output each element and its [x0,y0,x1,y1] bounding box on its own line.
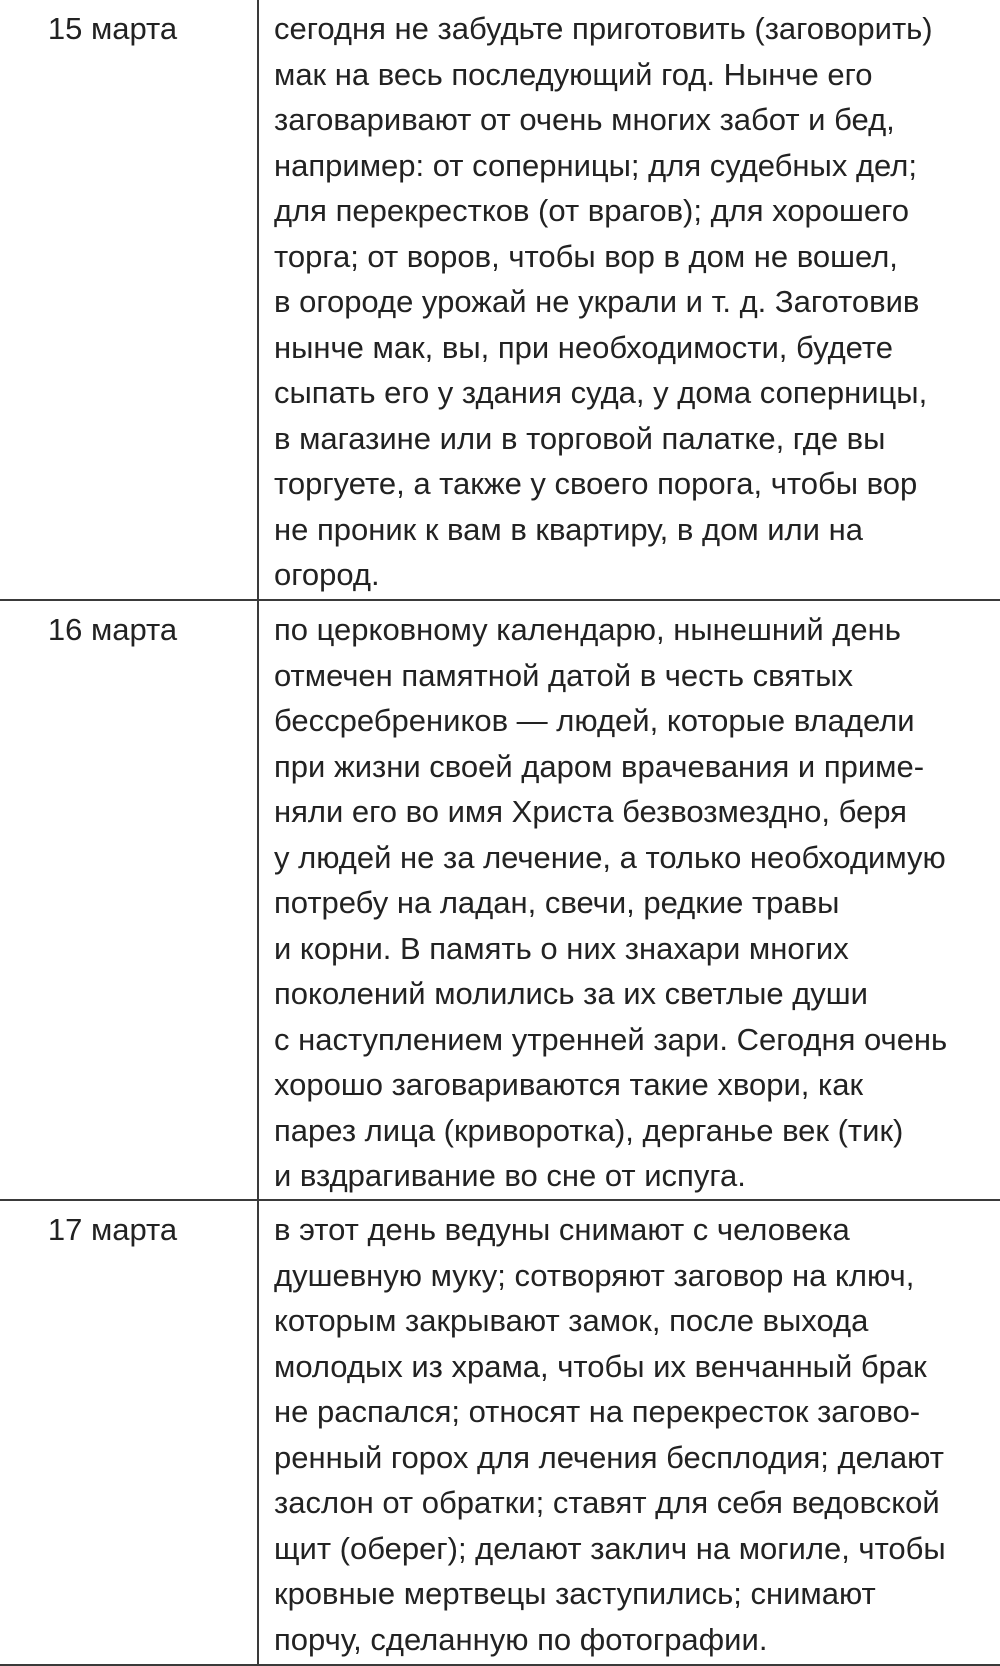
table-row [0,0,1000,600]
text-line: мак на весь последующий год. Нынче его [274,56,873,92]
text-line: хорошо заговариваются такие хвори, как [274,1067,864,1102]
text-line: которым закрывают замок, после выхода [274,1303,869,1338]
table-row [0,1200,1000,1665]
text-line: например: от соперницы; для судебных дел; [274,147,917,183]
text-line: нынче мак, вы, при необходимости, будете [274,329,893,365]
text-line: щит (оберег); делают заклич на могиле, чтобы [274,1530,946,1566]
text-line: заслон от обратки; ставят для себя ведовской [274,1485,940,1520]
text-line: няли его во имя Христа безвозмездно, беря [274,794,907,829]
description-text [259,0,1000,598]
text-line: кровные мертвецы заступились; снимают [274,1576,876,1611]
text-line: торгуете, а также у своего порога, чтобы вор [274,466,918,501]
text-line: не распался; относят на перекресток загово- [274,1394,921,1429]
text-line: бессребреников — людей, которые владели [274,703,915,738]
text-line: молодых из храма, чтобы их венчанный брак [274,1348,927,1384]
text-line: поколений молились за их светлые души [274,976,868,1011]
description-text [259,601,1000,1199]
text-line: в этот день ведуны снимают с человека [274,1212,850,1247]
text-line: не проник к вам в квартиру, в дом или на [274,511,863,547]
text-line: в магазине или в торговой палатке, где вы [274,420,886,456]
text-line: потребу на ладан, свечи, редкие травы [274,885,840,920]
date-cell [0,1200,258,1665]
description-cell [258,1200,1000,1665]
table-row [0,600,1000,1200]
text-line: огород. [274,557,380,592]
text-line: отмечен памятной датой в честь святых [274,657,854,693]
text-line: для перекрестков (от врагов); для хорошего [274,193,910,228]
text-line: заговаривают от очень многих забот и бед, [274,102,895,137]
text-line: в огороде урожай не украли и т. д. Заготовив [274,284,920,319]
text-line: и вздрагивание во сне от испуга. [274,1158,746,1193]
text-line: сыпать его у здания суда, у дома соперницы, [274,375,928,410]
text-line: душевную муку; сотворяют заговор на ключ, [274,1257,915,1293]
description-text [259,1201,1000,1662]
text-line: парез лица (криворотка), дерганье век (тик) [274,1112,904,1148]
text-line: ренный горох для лечения бесплодия; делают [274,1439,944,1475]
description-cell [258,0,1000,600]
date-label: 15 марта [47,11,178,46]
text-line: и корни. В память о них знахари многих [274,930,849,966]
text-line: у людей не за лечение, а только необходимую [274,839,946,875]
date-cell [0,600,258,1200]
text-line: порчу, сделанную по фотографии. [274,1621,768,1657]
description-cell [258,600,1000,1200]
date-label: 17 марта [47,1212,178,1247]
text-line: по церковному календарю, нынешний день [274,612,901,647]
date-cell [0,0,258,600]
text-line: с наступлением утренней зари. Сегодня очень [274,1021,948,1057]
date-label: 16 марта [47,612,178,647]
text-line: торга; от воров, чтобы вор в дом не вошел, [274,238,898,274]
text-line: сегодня не забудьте приготовить (заговорить) [274,11,933,46]
text-line: при жизни своей даром врачевания и приме- [274,748,925,784]
